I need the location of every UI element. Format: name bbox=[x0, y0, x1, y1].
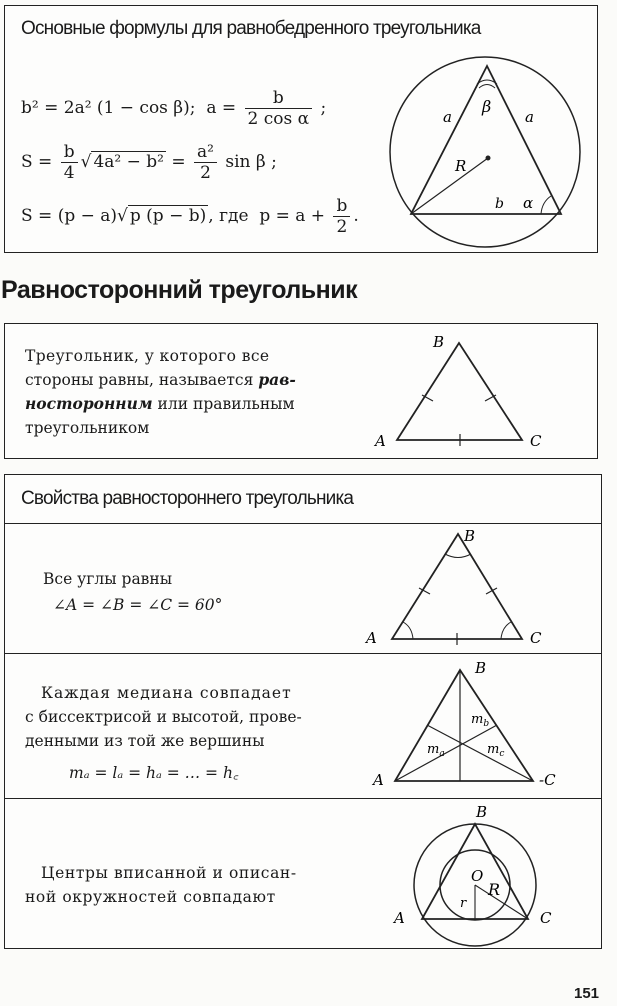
circumcircle bbox=[390, 57, 580, 247]
formula-line-3: S = (p − a)√ p (p − b) , где p = a + $\frac{b}{2}$ . bbox=[21, 196, 359, 237]
property-medians-text bbox=[25, 681, 302, 785]
prop2-line-2: с биссектрисой и высотой, прове- bbox=[25, 708, 302, 726]
label-mc: $m_c$ bbox=[487, 742, 505, 759]
label-a-left: a bbox=[443, 108, 452, 126]
circles-triangle-figure bbox=[380, 801, 570, 949]
label-O: O bbox=[471, 867, 484, 885]
properties-box bbox=[4, 474, 602, 949]
radius-line bbox=[411, 158, 488, 214]
isosceles-formulas-box bbox=[4, 5, 598, 253]
prop3-line-1: Центры вписанной и описан- bbox=[41, 864, 297, 882]
angle-arc-B bbox=[445, 554, 471, 558]
alpha-arc bbox=[541, 196, 551, 214]
label-R: R bbox=[455, 157, 467, 175]
prop2-line-1: Каждая медиана совпадает bbox=[41, 684, 292, 702]
prop2-line-4: mₐ = lₐ = hₐ = … = h꜀ bbox=[69, 764, 239, 782]
label-b: b bbox=[495, 196, 504, 212]
angle-arc-C bbox=[501, 622, 511, 639]
triangle bbox=[392, 534, 522, 639]
label-B: B bbox=[433, 333, 445, 351]
prop1-line-2: ∠A = ∠B = ∠C = 60° bbox=[53, 596, 223, 614]
label-B: B bbox=[475, 659, 487, 677]
property-centers-text bbox=[25, 861, 297, 909]
label-A: A bbox=[373, 771, 384, 789]
def-line-4: треугольником bbox=[25, 419, 150, 437]
radius-R bbox=[475, 885, 528, 919]
page-number: 151 bbox=[574, 985, 600, 1002]
label-R: R bbox=[488, 880, 501, 899]
prop2-line-3: денными из той же вершины bbox=[25, 732, 265, 750]
center-dot bbox=[486, 156, 491, 161]
property-angles-text bbox=[43, 567, 222, 617]
label-C: C bbox=[530, 629, 542, 647]
divider bbox=[5, 523, 601, 524]
equilateral-triangle-figure bbox=[367, 329, 557, 454]
label-beta: β bbox=[482, 97, 492, 116]
def-line-1: Треугольник, у которого все bbox=[25, 347, 270, 365]
median-a bbox=[395, 725, 497, 781]
medians-triangle-figure bbox=[363, 657, 578, 797]
label-A: A bbox=[375, 432, 386, 450]
triangle bbox=[395, 670, 533, 781]
label-mb: $m_b$ bbox=[471, 712, 490, 729]
label-alpha: α bbox=[523, 194, 534, 212]
formula-line-1: b² = 2a² (1 − cos β); a = $\frac{b}{\text{2 cos α}}$ ; bbox=[21, 88, 327, 129]
angle-arc-A bbox=[403, 622, 413, 639]
label-ma: $m_a$ bbox=[427, 742, 445, 759]
box-title: Основные формулы для равнобедренного треугольника bbox=[21, 18, 481, 39]
isosceles-triangle-figure bbox=[385, 46, 590, 251]
angles-triangle-figure bbox=[360, 525, 560, 650]
label-r: r bbox=[460, 896, 467, 911]
box-title: Свойства равностороннего треугольника bbox=[21, 488, 354, 509]
section-title: Равносторонний треугольник bbox=[1, 276, 358, 304]
triangle bbox=[397, 343, 522, 440]
formula-line-2: S = $\frac{b}{4}$ √ 4a² − b² = $\frac{\text{a²}}{2}$ sin β ; bbox=[21, 142, 277, 183]
def-line-3: носторонним или правильным bbox=[25, 394, 295, 413]
divider bbox=[5, 798, 601, 799]
label-A: A bbox=[394, 909, 405, 927]
prop3-line-2: ной окружностей совпадают bbox=[25, 888, 276, 906]
divider bbox=[5, 653, 601, 654]
label-B: B bbox=[476, 803, 488, 821]
label-C: C bbox=[540, 909, 552, 927]
triangle bbox=[411, 66, 561, 214]
def-line-2: стороны равны, называется рав- bbox=[25, 370, 296, 389]
label-C: C bbox=[530, 432, 542, 450]
beta-arc-2 bbox=[479, 85, 495, 89]
definition-box bbox=[4, 323, 598, 459]
label-B: B bbox=[464, 527, 476, 545]
definition-text bbox=[25, 344, 345, 440]
label-a-right: a bbox=[525, 108, 534, 126]
prop1-line-1: Все углы равны bbox=[43, 570, 173, 588]
label-A: A bbox=[366, 629, 377, 647]
label-C: -C bbox=[539, 771, 556, 789]
